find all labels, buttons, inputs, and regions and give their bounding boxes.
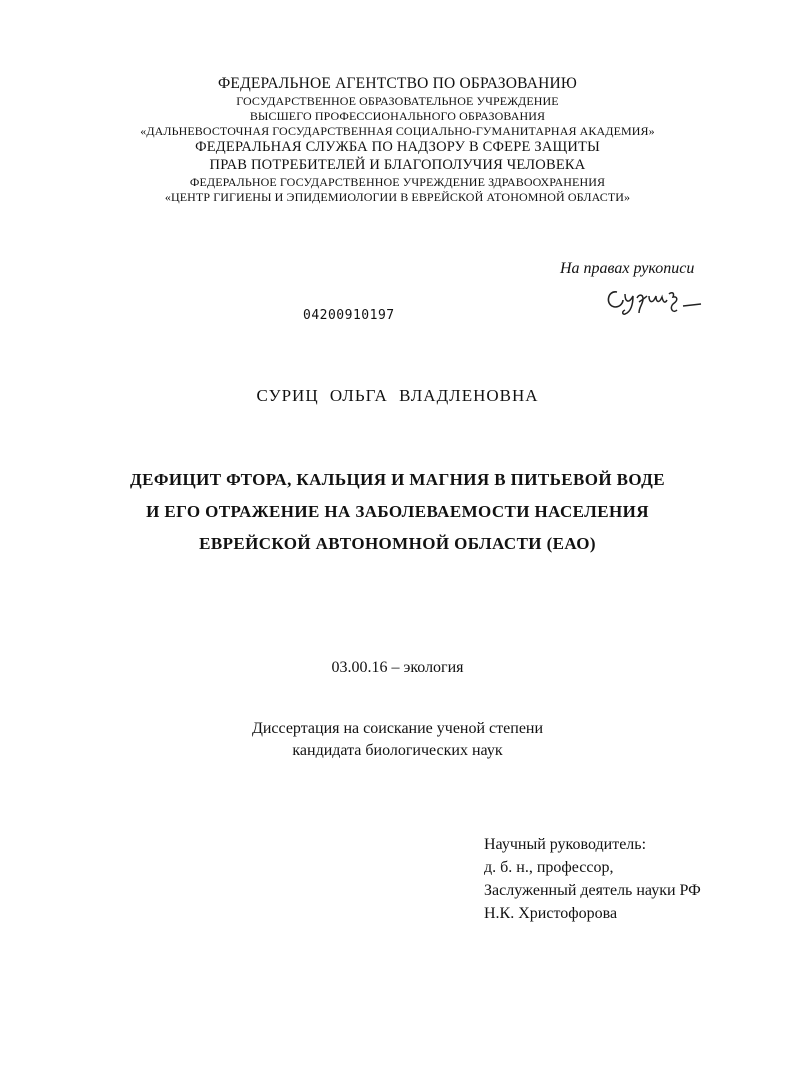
header-line-health-institution: ФЕДЕРАЛЬНОЕ ГОСУДАРСТВЕННОЕ УЧРЕЖДЕНИЕ ЗДРАВООХРАНЕНИЯ [189,175,606,189]
supervisor-degree: д. б. н., профессор, [484,859,614,876]
title-line-2: И ЕГО ОТРАЖЕНИЕ НА ЗАБОЛЕВАЕМОСТИ НАСЕЛЕНИЯ [146,502,649,521]
header-line-federal-service: ФЕДЕРАЛЬНАЯ СЛУЖБА ПО НАДЗОРУ В СФЕРЕ ЗАЩИТЫ [195,139,600,155]
supervisor-honor: Заслуженный деятель науки РФ [484,882,701,899]
manuscript-note: На правах рукописи [560,260,695,277]
header-line-consumer-rights: ПРАВ ПОТРЕБИТЕЛЕЙ И БЛАГОПОЛУЧИЯ ЧЕЛОВЕКА [209,157,586,173]
header-line-higher-education: ВЫСШЕГО ПРОФЕССИОНАЛЬНОГО ОБРАЗОВАНИЯ [249,109,546,123]
signature-image [603,280,713,320]
document-number: 04200910197 [303,308,395,323]
supervisor-name: Н.К. Христофорова [484,905,618,922]
specialty-code: 03.00.16 – экология [331,659,464,676]
degree-line-1: Диссертация на соискание ученой степени [251,720,544,737]
degree-line-2: кандидата биологических наук [292,742,503,759]
supervisor-block [484,833,784,925]
header-line-academy: «ДАЛЬНЕВОСТОЧНАЯ ГОСУДАРСТВЕННАЯ СОЦИАЛЬНО-ГУМАНИТАРНАЯ АКАДЕМИЯ» [140,124,655,138]
author-name: СУРИЦ ОЛЬГА ВЛАДЛЕНОВНА [256,386,539,405]
header-line-state-institution: ГОСУДАРСТВЕННОЕ ОБРАЗОВАТЕЛЬНОЕ УЧРЕЖДЕНИЕ [236,94,559,108]
header-line-hygiene-center: «ЦЕНТР ГИГИЕНЫ И ЭПИДЕМИОЛОГИИ В ЕВРЕЙСКОЙ АТОНОМНОЙ ОБЛАСТИ» [164,190,631,204]
supervisor-label: Научный руководитель: [484,836,647,853]
title-line-1: ДЕФИЦИТ ФТОРА, КАЛЬЦИЯ И МАГНИЯ В ПИТЬЕВОЙ ВОДЕ [129,470,665,489]
title-line-3: ЕВРЕЙСКОЙ АВТОНОМНОЙ ОБЛАСТИ (ЕАО) [199,534,596,553]
header-line-agency: ФЕДЕРАЛЬНОЕ АГЕНТСТВО ПО ОБРАЗОВАНИЮ [217,75,578,92]
